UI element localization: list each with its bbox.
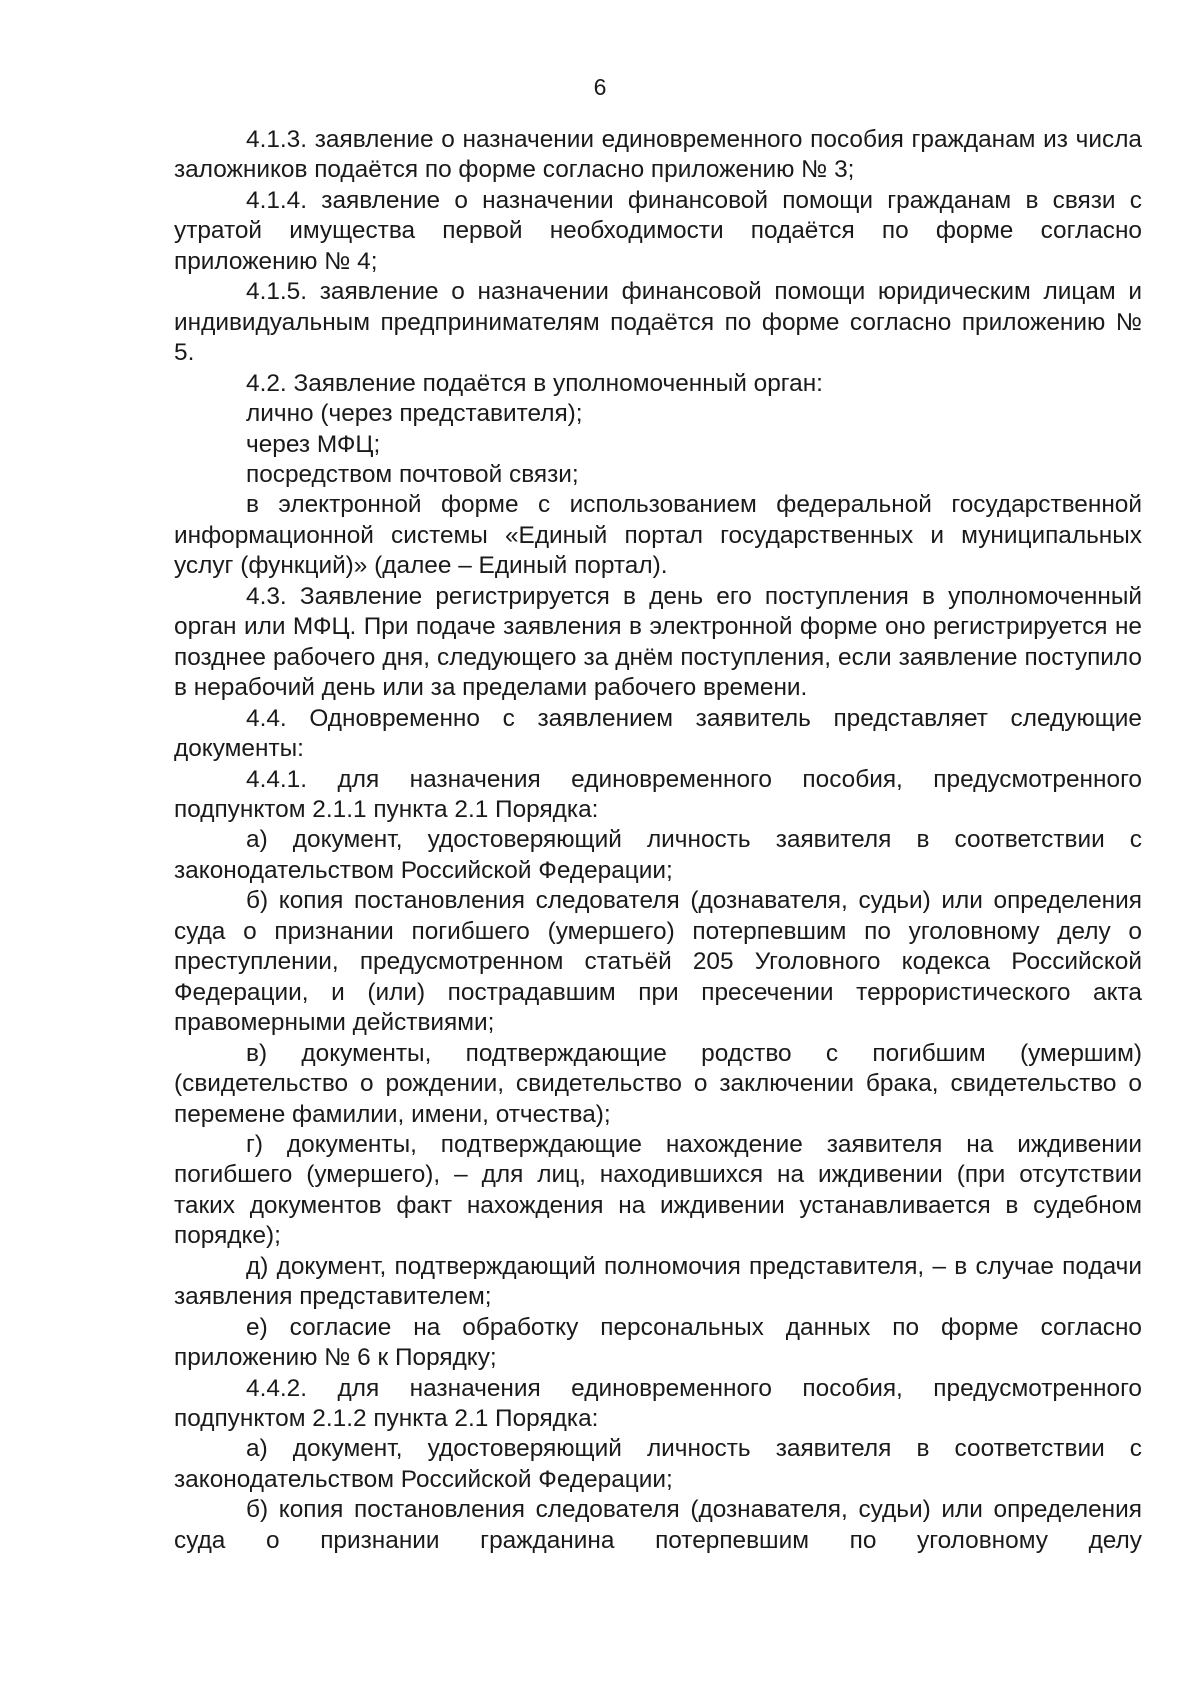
paragraph-4-4: 4.4. Одновременно с заявлением заявитель представляет следующие документы: (174, 704, 1142, 763)
paragraph-4-2-option-mfc: через МФЦ; (246, 430, 381, 458)
paragraph-4-4-1-d: д) документ, подтверждающий полномочия представителя, – в случае подачи заявления представителем; (174, 1252, 1142, 1311)
paragraph-4-4-1-b: б) копия постановления следователя (дознавателя, судьи) или определения суда о признании погибшего (умершего) потерпевшим по уголовному делу о преступлении, предусмотренном статьёй 205 Уголовного кодекса Российской Федерации, и (или) пострадавшим при пресечении террористического акта правомерными действиями; (174, 887, 1142, 1037)
paragraph-4-2: 4.2. Заявление подаётся в уполномоченный орган: (246, 369, 823, 397)
paragraph-4-2-option-post: посредством почтовой связи; (246, 460, 579, 488)
paragraph-4-4-1-g: г) документы, подтверждающие нахождение заявителя на иждивении погибшего (умершего), – для лиц, находившихся на иждивении (при отсутствии таких документов факт нахождения на иждивении устанавливается в судебном порядке); (174, 1130, 1142, 1250)
paragraph-4-1-5: 4.1.5. заявление о назначении финансовой помощи юридическим лицам и индивидуальным предпринимателям подаётся по форме согласно приложению № 5. (174, 278, 1142, 367)
paragraph-4-2-option-electronic: в электронной форме с использованием федеральной государственной информационной системы «Единый портал государственных и муниципальных услуг (функций)» (далее – Единый портал). (174, 491, 1142, 580)
paragraph-4-3: 4.3. Заявление регистрируется в день его поступления в уполномоченный орган или МФЦ. При подаче заявления в электронной форме оно регистрируется не позднее рабочего дня, следующего за днём поступления, если заявление поступило в нерабочий день или за пределами рабочего времени. (174, 582, 1142, 702)
paragraph-4-4-2-a: а) документ, удостоверяющий личность заявителя в соответствии с законодательством Российской Федерации; (174, 1435, 1142, 1493)
paragraph-4-4-1-a: а) документ, удостоверяющий личность заявителя в соответствии с законодательством Российской Федерации; (174, 826, 1142, 884)
paragraph-4-4-1-v: в) документы, подтверждающие родство с погибшим (умершим) (свидетельство о рождении, свидетельство о заключении брака, свидетельство о перемене фамилии, имени, отчества); (174, 1039, 1142, 1128)
paragraph-4-2-option-in-person: лично (через представителя); (246, 400, 583, 428)
paragraph-4-4-1-e: е) согласие на обработку персональных данных по форме согласно приложению № 6 к Порядку; (174, 1313, 1142, 1372)
paragraph-4-4-2-b: б) копия постановления следователя (дознавателя, судьи) или определения суда о признании гражданина потерпевшим по уголовному делу (174, 1496, 1142, 1554)
paragraph-4-1-4: 4.1.4. заявление о назначении финансовой помощи гражданам в связи с утратой имущества первой необходимости подаётся по форме согласно приложению № 4; (174, 186, 1142, 275)
paragraph-4-1-3: 4.1.3. заявление о назначении единовременного пособия гражданам из числа заложников подаётся по форме согласно приложению № 3; (174, 126, 1142, 184)
document-body (174, 125, 1142, 1556)
page-number: 6 (593, 74, 607, 100)
paragraph-4-4-1: 4.4.1. для назначения единовременного пособия, предусмотренного подпунктом 2.1.1 пункта 2.1 Порядка: (174, 765, 1142, 823)
paragraph-4-4-2: 4.4.2. для назначения единовременного пособия, предусмотренного подпунктом 2.1.2 пункта 2.1 Порядка: (174, 1374, 1142, 1433)
